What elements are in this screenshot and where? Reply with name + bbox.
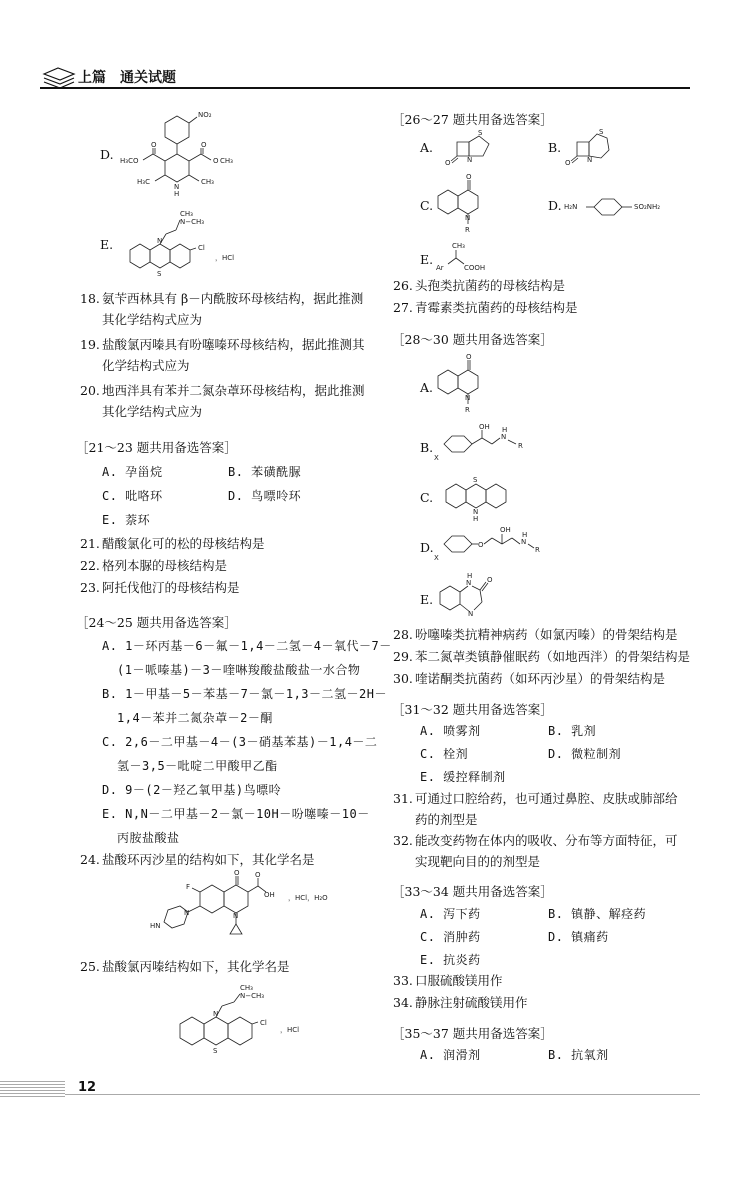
svg-text:S: S <box>473 476 478 484</box>
svg-text:N: N <box>468 610 474 618</box>
svg-text:N: N <box>184 909 190 917</box>
option-21-d: D. 鸟嘌呤环 <box>228 489 302 503</box>
penam-structure <box>445 128 505 168</box>
question-22: 22. 格列本脲的母核结构是 <box>80 558 228 573</box>
svg-text:N: N <box>466 579 472 587</box>
svg-text:O: O <box>478 541 484 549</box>
svg-text:O: O <box>201 141 207 149</box>
option-24-e-cont: 丙胺盐酸盐 <box>117 831 180 845</box>
question-33: 33. 口服硫酸镁用作 <box>393 973 503 988</box>
option-24-c-cont: 氢－3,5－吡啶二甲酸甲乙酯 <box>117 759 278 773</box>
question-34: 34. 静脉注射硫酸镁用作 <box>393 995 528 1010</box>
svg-text:R: R <box>535 546 540 554</box>
svg-text:，HCl，H₂O: ，HCl，H₂O <box>288 894 328 902</box>
svg-text:Cl: Cl <box>260 1019 267 1027</box>
svg-text:OH: OH <box>479 423 490 431</box>
question-29: 29. 苯二氮䓬类镇静催眠药（如地西泮）的骨架结构是 <box>393 649 691 664</box>
option-33-a: A. 泻下药 <box>420 907 481 921</box>
page-number: 12 <box>78 1080 97 1095</box>
footer-decoration <box>0 1081 65 1097</box>
question-28: 28. 吩噻嗪类抗精神病药（如氯丙嗪）的骨架结构是 <box>393 627 678 642</box>
option-35-a: A. 润滑剂 <box>420 1048 481 1062</box>
r26-option-d: D. <box>548 198 562 213</box>
option-31-a: A. 喷雾剂 <box>420 724 481 738</box>
option-e-label: E. <box>100 237 114 252</box>
option-d-label: D. <box>100 147 114 162</box>
group-35-37-title: ［35～37 题共用备选答案］ <box>392 1026 553 1041</box>
group-21-23-title: ［21～23 题共用备选答案］ <box>76 440 237 455</box>
question-26: 26. 头孢类抗菌药的母核结构是 <box>393 278 566 293</box>
svg-text:CH₃: CH₃ <box>220 157 233 165</box>
svg-text:O: O <box>466 353 472 361</box>
running-header-title: 上篇 通关试题 <box>78 70 176 86</box>
svg-text:H: H <box>174 190 180 198</box>
r28-option-d: D. <box>420 540 434 555</box>
option-21-a: A. 孕甾烷 <box>102 465 163 479</box>
group-31-32-title: ［31～32 题共用备选答案］ <box>392 702 553 717</box>
question-19: 19. 盐酸氯丙嗪具有吩噻嗪环母核结构，据此推测其 化学结构式应为 <box>80 337 365 373</box>
sulfonamide-structure <box>562 193 692 223</box>
svg-text:N: N <box>465 214 471 222</box>
svg-text:SO₂NH₂: SO₂NH₂ <box>634 203 661 211</box>
question-20: 20. 地西泮具有苯并二氮杂䓬环母核结构，据此推测 其化学结构式应为 <box>80 383 365 419</box>
option-24-c: C. 2,6－二甲基－4－(3－硝基苯基)－1,4－二 <box>102 735 378 749</box>
svg-text:CH₃: CH₃ <box>180 210 193 218</box>
question-21: 21. 醋酸氯化可的松的母核结构是 <box>80 536 265 551</box>
option-33-c: C. 消肿药 <box>420 930 481 944</box>
svg-text:OH: OH <box>500 526 511 534</box>
svg-text:HN: HN <box>150 922 161 930</box>
svg-text:，HCl: ，HCl <box>280 1026 300 1034</box>
r26-option-a: A. <box>420 140 434 155</box>
svg-text:NO₂: NO₂ <box>198 111 212 119</box>
r26-option-e: E. <box>420 252 434 267</box>
svg-text:H₂N: H₂N <box>564 203 578 211</box>
quinolone-structure <box>430 170 500 240</box>
option-21-c: C. 吡咯环 <box>102 489 163 503</box>
question-32: 32. 能改变药物在体内的吸收、分布等方面特征，可 实现靶向目的的剂型是 <box>393 833 678 869</box>
question-18: 18. 氨苄西林具有 β－内酰胺环母核结构，据此推测 其化学结构式应为 <box>80 291 364 327</box>
option-21-b: B. 苯磺酰脲 <box>228 465 302 479</box>
svg-text:Cl: Cl <box>198 244 205 252</box>
chlorpromazine-structure <box>110 204 250 284</box>
option-24-e: E. N,N－二甲基－2－氯－10H－吩噻嗪－10－ <box>102 807 370 821</box>
svg-text:N: N <box>501 433 507 441</box>
svg-text:N: N <box>213 1010 219 1018</box>
svg-text:H: H <box>467 572 473 580</box>
question-25: 25. 盐酸氯丙嗪结构如下，其化学名是 <box>80 959 290 974</box>
svg-text:O: O <box>151 141 157 149</box>
option-33-d: D. 镇痛药 <box>548 930 609 944</box>
option-21-e: E. 萘环 <box>102 513 151 527</box>
option-31-c: C. 栓剂 <box>420 747 469 761</box>
r28-option-e: E. <box>420 592 434 607</box>
option-24-d: D. 9－(2－羟乙氧甲基)鸟嘌呤 <box>102 783 282 797</box>
quinolone-scaffold <box>430 350 500 420</box>
phenothiazine-scaffold <box>440 472 530 522</box>
aryloxypropanolamine-scaffold <box>430 520 560 565</box>
group-24-25-title: ［24～25 题共用备选答案］ <box>76 615 237 630</box>
svg-text:H₃CO: H₃CO <box>120 157 139 165</box>
svg-text:OH: OH <box>264 891 275 899</box>
option-24-a-cont: (1－哌嗪基)－3－喹啉羧酸盐酸盐一水合物 <box>117 663 361 677</box>
group-33-34-title: ［33～34 题共用备选答案］ <box>392 884 553 899</box>
question-23: 23. 阿托伐他汀的母核结构是 <box>80 580 240 595</box>
benzodiazepine-scaffold <box>432 572 522 622</box>
svg-text:CH₃: CH₃ <box>240 984 253 992</box>
svg-text:O: O <box>445 159 451 167</box>
r26-option-c: C. <box>420 198 434 213</box>
option-31-e: E. 缓控释制剂 <box>420 770 506 784</box>
r28-option-b: B. <box>420 440 434 455</box>
dihydropyridine-structure <box>115 108 265 198</box>
svg-text:H₃C: H₃C <box>137 178 150 186</box>
svg-text:N: N <box>233 912 239 920</box>
option-33-b: B. 镇静、解痉药 <box>548 907 647 921</box>
svg-text:N: N <box>521 538 527 546</box>
option-31-d: D. 微粒制剂 <box>548 747 622 761</box>
svg-text:，HCl: ，HCl <box>215 254 235 262</box>
svg-text:N: N <box>473 508 479 516</box>
chlorpromazine-structure-2 <box>170 980 320 1060</box>
svg-text:H: H <box>522 531 528 539</box>
svg-text:O: O <box>234 870 240 877</box>
svg-text:R: R <box>518 442 523 450</box>
svg-text:X: X <box>434 554 439 562</box>
r28-option-a: A. <box>420 380 434 395</box>
footer-rule <box>65 1094 700 1095</box>
svg-text:S: S <box>478 129 483 137</box>
svg-text:S: S <box>599 128 604 136</box>
group-28-30-title: ［28～30 题共用备选答案］ <box>392 332 553 347</box>
option-24-b-cont: 1,4－苯并二氮杂䓬－2－酮 <box>117 711 273 725</box>
r28-option-c: C. <box>420 490 434 505</box>
svg-text:N: N <box>467 156 473 164</box>
svg-text:O: O <box>565 159 571 167</box>
cephem-structure <box>565 128 625 168</box>
group-26-27-title: ［26～27 题共用备选答案］ <box>392 112 553 127</box>
svg-text:S: S <box>213 1047 218 1055</box>
svg-text:R: R <box>465 226 470 234</box>
question-31: 31. 可通过口腔给药，也可通过鼻腔、皮肤或肺部给 药的剂型是 <box>393 791 678 827</box>
svg-text:O: O <box>487 576 493 584</box>
svg-text:CH₃: CH₃ <box>452 242 465 250</box>
svg-text:O: O <box>213 157 219 165</box>
svg-text:COOH: COOH <box>464 264 486 272</box>
arylpropionic-structure <box>430 240 500 275</box>
svg-text:R: R <box>465 406 470 414</box>
svg-text:X: X <box>434 454 439 462</box>
svg-text:CH₃: CH₃ <box>201 178 214 186</box>
option-31-b: B. 乳剂 <box>548 724 597 738</box>
ciprofloxacin-structure <box>140 870 340 955</box>
question-27: 27. 青霉素类抗菌药的母核结构是 <box>393 300 578 315</box>
arylethanolamine-scaffold <box>430 422 550 467</box>
svg-text:S: S <box>157 270 162 278</box>
svg-text:N−CH₃: N−CH₃ <box>240 992 265 1000</box>
option-35-b: B. 抗氧剂 <box>548 1048 609 1062</box>
svg-text:H: H <box>502 426 508 434</box>
option-24-a: A. 1－环丙基－6－氟－1,4－二氢－4－氧代－7－ <box>102 639 392 653</box>
svg-text:F: F <box>186 883 191 891</box>
svg-text:N: N <box>587 156 593 164</box>
svg-text:Ar: Ar <box>436 264 444 272</box>
r26-option-b: B. <box>548 140 562 155</box>
option-33-e: E. 抗炎药 <box>420 953 481 967</box>
svg-text:N: N <box>174 183 180 191</box>
svg-text:O: O <box>466 173 472 181</box>
svg-text:N−CH₃: N−CH₃ <box>180 218 205 226</box>
question-30: 30. 喹诺酮类抗菌药（如环丙沙星）的骨架结构是 <box>393 671 666 686</box>
question-24: 24. 盐酸环丙沙星的结构如下，其化学名是 <box>80 852 315 867</box>
option-24-b: B. 1－甲基－5－苯基－7－氯－1,3－二氢－2H－ <box>102 687 387 701</box>
header-rule <box>40 87 690 89</box>
svg-text:N: N <box>465 394 471 402</box>
svg-text:H: H <box>473 515 479 522</box>
svg-text:N: N <box>157 237 163 245</box>
svg-text:O: O <box>255 871 261 879</box>
